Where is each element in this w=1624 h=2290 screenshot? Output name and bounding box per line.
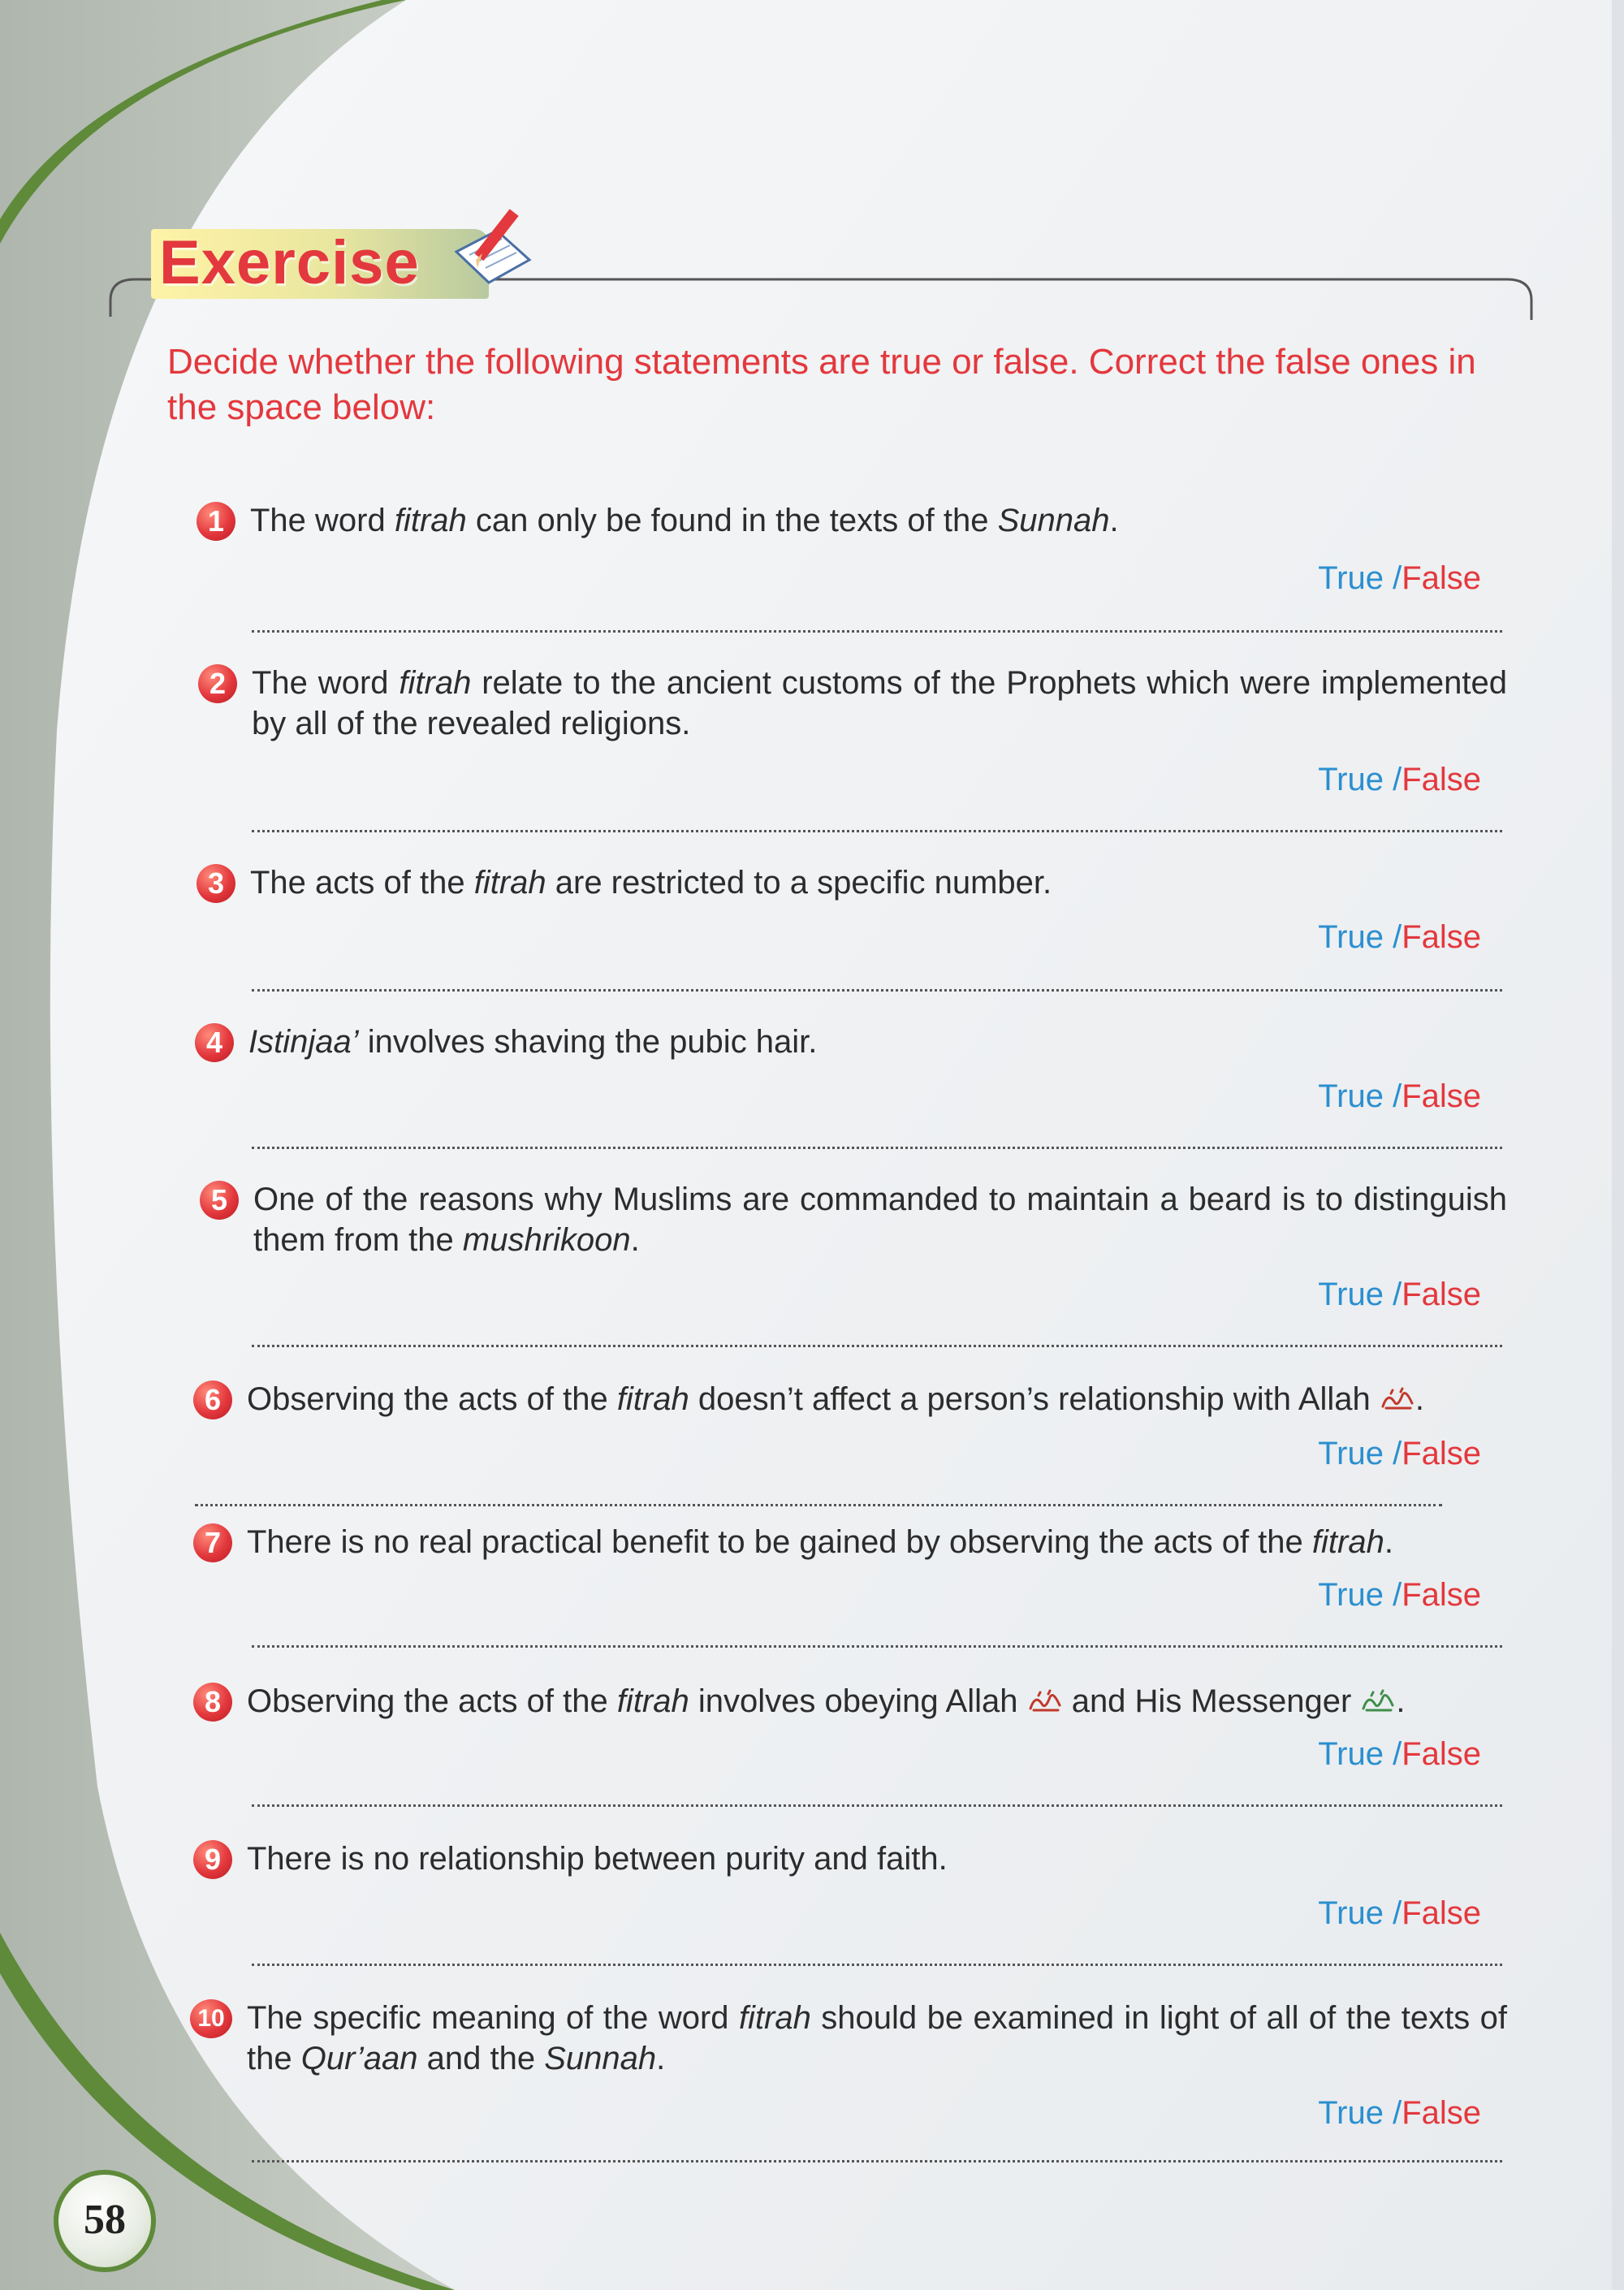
question-number: 4 (195, 1023, 234, 1062)
true-false-options[interactable]: True /False (1318, 1577, 1481, 1613)
question-number: 9 (193, 1840, 232, 1879)
true-false-options[interactable]: True /False (1318, 919, 1481, 955)
answer-line[interactable] (252, 1147, 1502, 1149)
true-option[interactable]: True (1318, 1577, 1384, 1613)
question-number: 7 (193, 1523, 232, 1562)
question-text: Observing the acts of the fitrah doesn’t affect a person’s relationship with Allah . (247, 1381, 1425, 1417)
false-option[interactable]: False (1402, 1277, 1481, 1312)
true-option[interactable]: True (1318, 2095, 1384, 2131)
exercise-title: Exercise (159, 228, 420, 297)
question-number: 8 (193, 1683, 232, 1722)
true-option[interactable]: True (1318, 1436, 1384, 1471)
question-text: One of the reasons why Muslims are commanded to maintain a beard is to distinguish them from the mushrikoon. (253, 1182, 1507, 1258)
true-option[interactable]: True (1318, 762, 1384, 797)
pencil-paper-icon (445, 203, 542, 292)
exercise-instructions: Decide whether the following statements are true or false. Correct the false ones in the space below: (167, 342, 1476, 427)
question-text: The acts of the fitrah are restricted to a specific number. (250, 865, 1052, 901)
question-text: The word fitrah can only be found in the texts of the Sunnah. (250, 503, 1119, 538)
true-false-options[interactable]: True /False (1318, 1736, 1481, 1772)
question-number: 2 (198, 664, 237, 703)
false-option[interactable]: False (1402, 1736, 1481, 1772)
true-option[interactable]: True (1318, 1895, 1384, 1931)
answer-line[interactable] (252, 1804, 1502, 1807)
true-option[interactable]: True (1318, 1078, 1384, 1114)
true-false-options[interactable]: True /False (1318, 1078, 1481, 1114)
true-option[interactable]: True (1318, 560, 1384, 596)
question-number: 6 (193, 1380, 232, 1419)
allah-honorific-icon (1027, 1686, 1063, 1715)
answer-line[interactable] (252, 630, 1502, 633)
true-false-options[interactable]: True /False (1318, 1277, 1481, 1312)
false-option[interactable]: False (1402, 1577, 1481, 1613)
question-text: The specific meaning of the word fitrah should be examined in light of all of the texts of the Qur’aan and the Sunnah. (247, 2000, 1507, 2076)
prophet-honorific-icon (1360, 1686, 1396, 1715)
true-false-options[interactable]: True /False (1318, 762, 1481, 797)
true-option[interactable]: True (1318, 919, 1384, 955)
answer-line[interactable] (252, 1964, 1502, 1966)
question-text: The word fitrah relate to the ancient customs of the Prophets which were implemented by all of the revealed religions. (252, 665, 1507, 741)
question-text: Observing the acts of the fitrah involves obeying Allah and His Messenger . (247, 1683, 1406, 1719)
answer-line[interactable] (252, 830, 1502, 832)
false-option[interactable]: False (1402, 919, 1481, 955)
question-text: Istinjaa’ involves shaving the pubic hair. (248, 1024, 818, 1060)
answer-line[interactable] (252, 2160, 1502, 2163)
answer-line[interactable] (195, 1504, 1442, 1506)
question-number: 3 (197, 864, 235, 903)
question-text: There is no relationship between purity and faith. (247, 1841, 948, 1877)
question-number: 10 (190, 1999, 232, 2038)
allah-honorific-icon (1380, 1384, 1415, 1413)
true-false-options[interactable]: True /False (1318, 560, 1481, 596)
true-false-options[interactable]: True /False (1318, 2095, 1481, 2131)
answer-line[interactable] (252, 1345, 1502, 1347)
page-number-badge: 58 (54, 2170, 156, 2272)
true-option[interactable]: True (1318, 1277, 1384, 1312)
question-number: 1 (197, 502, 235, 541)
false-option[interactable]: False (1402, 1895, 1481, 1931)
false-option[interactable]: False (1402, 560, 1481, 596)
false-option[interactable]: False (1402, 1436, 1481, 1471)
false-option[interactable]: False (1402, 2095, 1481, 2131)
true-option[interactable]: True (1318, 1736, 1384, 1772)
answer-line[interactable] (252, 989, 1502, 992)
false-option[interactable]: False (1402, 762, 1481, 797)
answer-line[interactable] (252, 1645, 1502, 1648)
true-false-options[interactable]: True /False (1318, 1895, 1481, 1931)
question-number: 5 (200, 1181, 239, 1220)
false-option[interactable]: False (1402, 1078, 1481, 1114)
true-false-options[interactable]: True /False (1318, 1436, 1481, 1471)
question-text: There is no real practical benefit to be gained by observing the acts of the fitrah. (247, 1524, 1393, 1560)
